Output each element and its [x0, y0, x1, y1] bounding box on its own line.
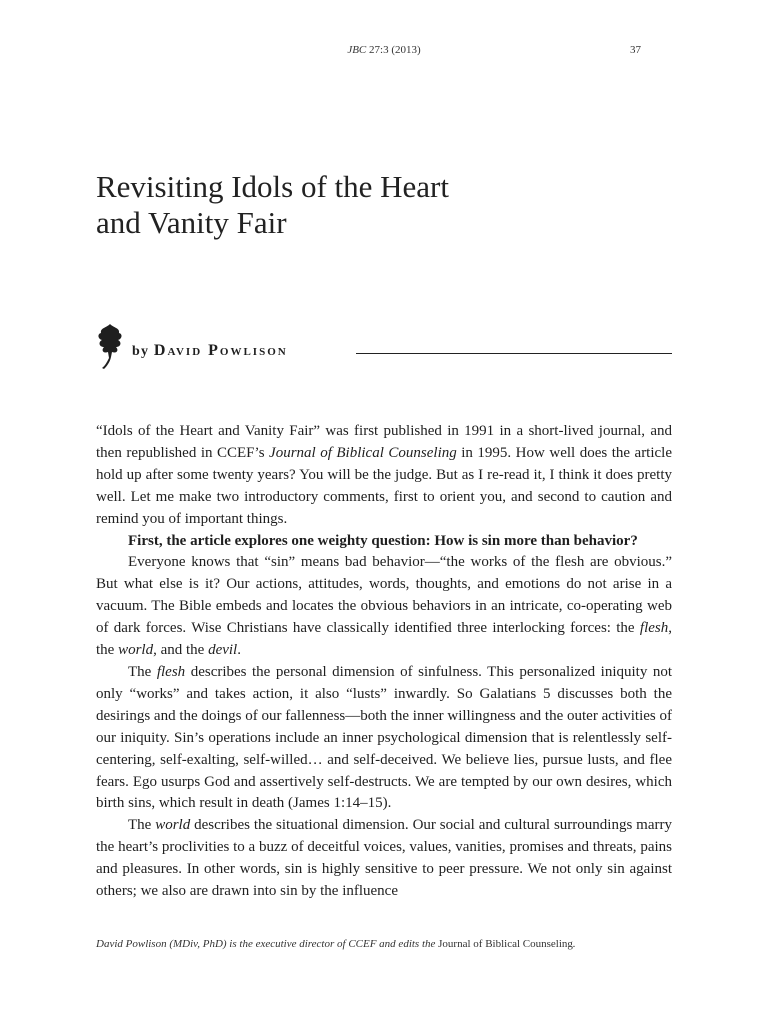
paragraph-4-text: describes the personal dimension of sinfulness. This personalized iniquity not only “works” and takes action, it also “lusts” inwardly. So Galatians 5 discusses both the desirings and the doings of our fallenness—both the inner willingness and the outer activities of our iniquity. Sin’s operations include an inner psychological dimension that is relentlessly self-centering, self-exalting, self-willed… and self-deceived. We believe lies, pursue lusts, and flee fears. Ego usurps God and assertively self-destructs. We are tempted by our own desires, which birth sins, which result in death (James 1:14–15). [96, 663, 672, 812]
author-footnote [96, 938, 672, 950]
footnote-journal: Journal of Biblical Counseling [438, 938, 573, 950]
paragraph-3-text: Everyone knows that “sin” means bad behavior—“the works of the flesh are obvious.” But what else is it? Our actions, attitudes, words, thoughts, and emotions do not arise in a vacuum. The Bible embeds and locates the obvious behaviors in an intricate, co-operating web of dark forces. Wise Christians have classically identified three interlocking forces: the [96, 554, 672, 637]
journal-title-italic: Journal of Biblical Counseling [269, 444, 457, 461]
title-line-2: and Vanity Fair [96, 205, 287, 240]
running-head [0, 42, 768, 62]
paragraph-3-sep-2: , and the [153, 642, 209, 659]
term-flesh: flesh [639, 620, 669, 637]
paragraph-3-sep-1: , the [96, 620, 672, 659]
paragraph-5-start: The [128, 817, 156, 834]
byline [132, 342, 288, 360]
byline-rule [356, 353, 672, 354]
paragraph-5-text: describes the situational dimension. Our social and cultural surroundings marry the heart’s proclivities to a buzz of deceitful voices, values, vanities, promises and threats, pains and pleasures. In other words, sin is highly sensitive to peer pressure. We not only sin against others; we also are drawn into sin by the influence [96, 817, 672, 900]
paragraph-1-end: in 1995. How well does the article hold up after some twenty years? You will be the judge. But as I re-read it, I think it does pretty well. Let me make two introductory comments, first to orient you, and second to caution and remind you of important things. [96, 444, 673, 527]
journal-reference [0, 44, 768, 56]
term-devil: devil [208, 642, 238, 659]
paragraph-3 [96, 552, 672, 662]
paragraph-4 [96, 662, 672, 815]
paragraph-5-term: world [155, 817, 191, 834]
journal-issue: 27:3 (2013) [366, 44, 421, 56]
author-name: David Powlison [153, 342, 288, 359]
paragraph-1-text: “Idols of the Heart and Vanity Fair” was first published in 1991 in a short-lived journal, and then republished in CCEF’s [96, 423, 672, 461]
paragraph-1 [96, 421, 672, 531]
footnote-text: David Powlison (MDiv, PhD) is the executive director of CCEF and edits the [96, 938, 439, 950]
article-title [96, 169, 676, 241]
paragraph-3-end: . [237, 642, 241, 659]
page-number: 37 [630, 44, 641, 56]
byline-row [96, 322, 672, 372]
paragraph-4-term: flesh [156, 663, 186, 680]
paragraph-2-bold: First, the article explores one weighty question: How is sin more than behavior? [128, 532, 638, 549]
paragraph-5 [96, 815, 672, 903]
title-line-1: Revisiting Idols of the Heart [96, 169, 449, 204]
term-world: world [118, 642, 154, 659]
oak-leaf-icon [96, 322, 124, 370]
footnote-end: . [572, 938, 576, 950]
journal-abbrev: JBC [347, 44, 367, 56]
paragraph-4-start: The [128, 663, 157, 680]
article-body [96, 421, 672, 903]
byline-by: by [132, 344, 150, 359]
